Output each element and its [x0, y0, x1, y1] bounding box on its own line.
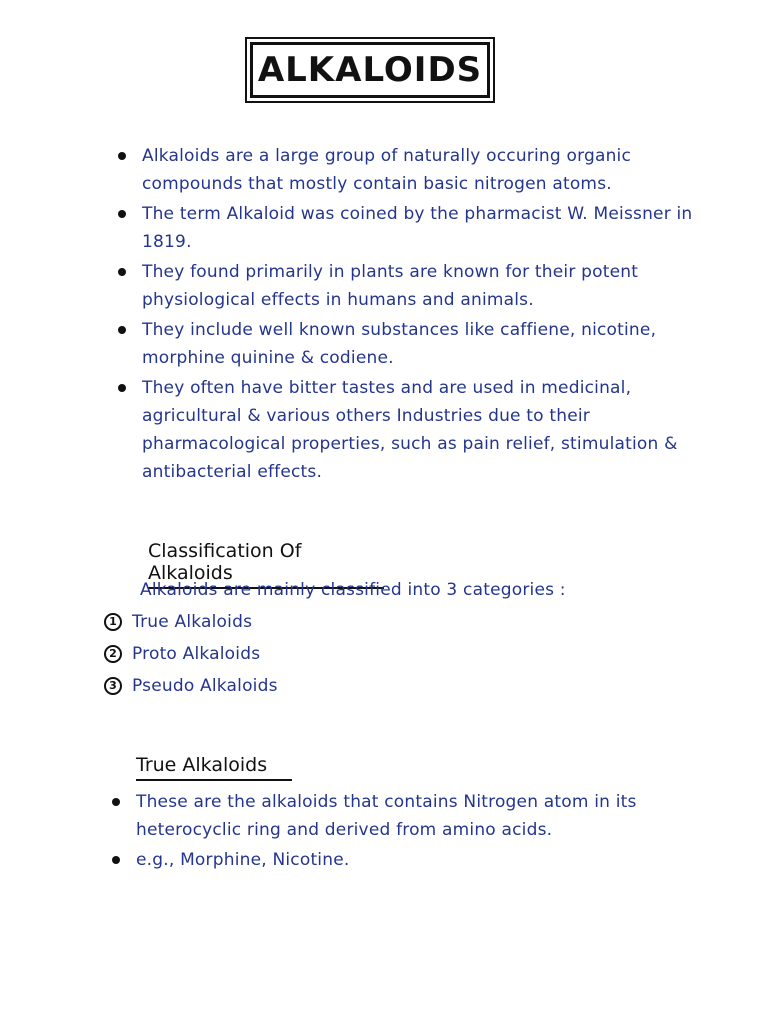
bullet-text: They found primarily in plants are known for their potent physiological effects in humans and animals.: [142, 262, 639, 310]
bullet-dot-icon: [118, 210, 126, 218]
bullet-dot-icon: [118, 326, 126, 334]
classification-heading: Classification Of Alkaloids: [148, 540, 384, 589]
list-item: [118, 316, 708, 372]
bullet-text: Alkaloids are a large group of naturally occuring organic compounds that mostly contain basic nitrogen atoms.: [142, 146, 632, 194]
bullet-text: They include well known substances like caffiene, nicotine, morphine quinine & codiene.: [142, 320, 657, 368]
circled-number-icon: 3: [104, 677, 122, 695]
classification-list: [104, 608, 278, 704]
bullet-text: They often have bitter tastes and are used in medicinal, agricultural & various others Industries due to their pharmacological properties, such as pain relief, stimulation & antibacterial effects.: [142, 378, 678, 482]
list-item: [118, 374, 708, 486]
list-item: [112, 846, 692, 874]
list-item: [104, 672, 278, 700]
bullet-text: e.g., Morphine, Nicotine.: [136, 850, 350, 870]
list-item: [104, 608, 278, 636]
list-item: [118, 142, 708, 198]
bullet-text: These are the alkaloids that contains Nitrogen atom in its heterocyclic ring and derived from amino acids.: [136, 792, 637, 840]
true-alkaloids-list: [112, 788, 692, 876]
category-label: Pseudo Alkaloids: [132, 676, 278, 696]
bullet-dot-icon: [112, 856, 120, 864]
circled-number-icon: 1: [104, 613, 122, 631]
intro-bullet-list: [118, 142, 708, 488]
list-item: [118, 200, 708, 256]
bullet-dot-icon: [118, 268, 126, 276]
bullet-dot-icon: [112, 798, 120, 806]
page-title: ALKALOIDS: [257, 50, 483, 90]
circled-number-icon: 2: [104, 645, 122, 663]
bullet-text: The term Alkaloid was coined by the pharmacist W. Meissner in 1819.: [142, 204, 693, 252]
list-item: [104, 640, 278, 668]
bullet-dot-icon: [118, 152, 126, 160]
bullet-dot-icon: [118, 384, 126, 392]
classification-intro: Alkaloids are mainly classified into 3 categories :: [140, 580, 566, 600]
category-label: True Alkaloids: [132, 612, 253, 632]
list-item: [112, 788, 692, 844]
title-box: [250, 42, 490, 98]
true-alkaloids-heading: True Alkaloids: [136, 754, 292, 781]
list-item: [118, 258, 708, 314]
category-label: Proto Alkaloids: [132, 644, 261, 664]
